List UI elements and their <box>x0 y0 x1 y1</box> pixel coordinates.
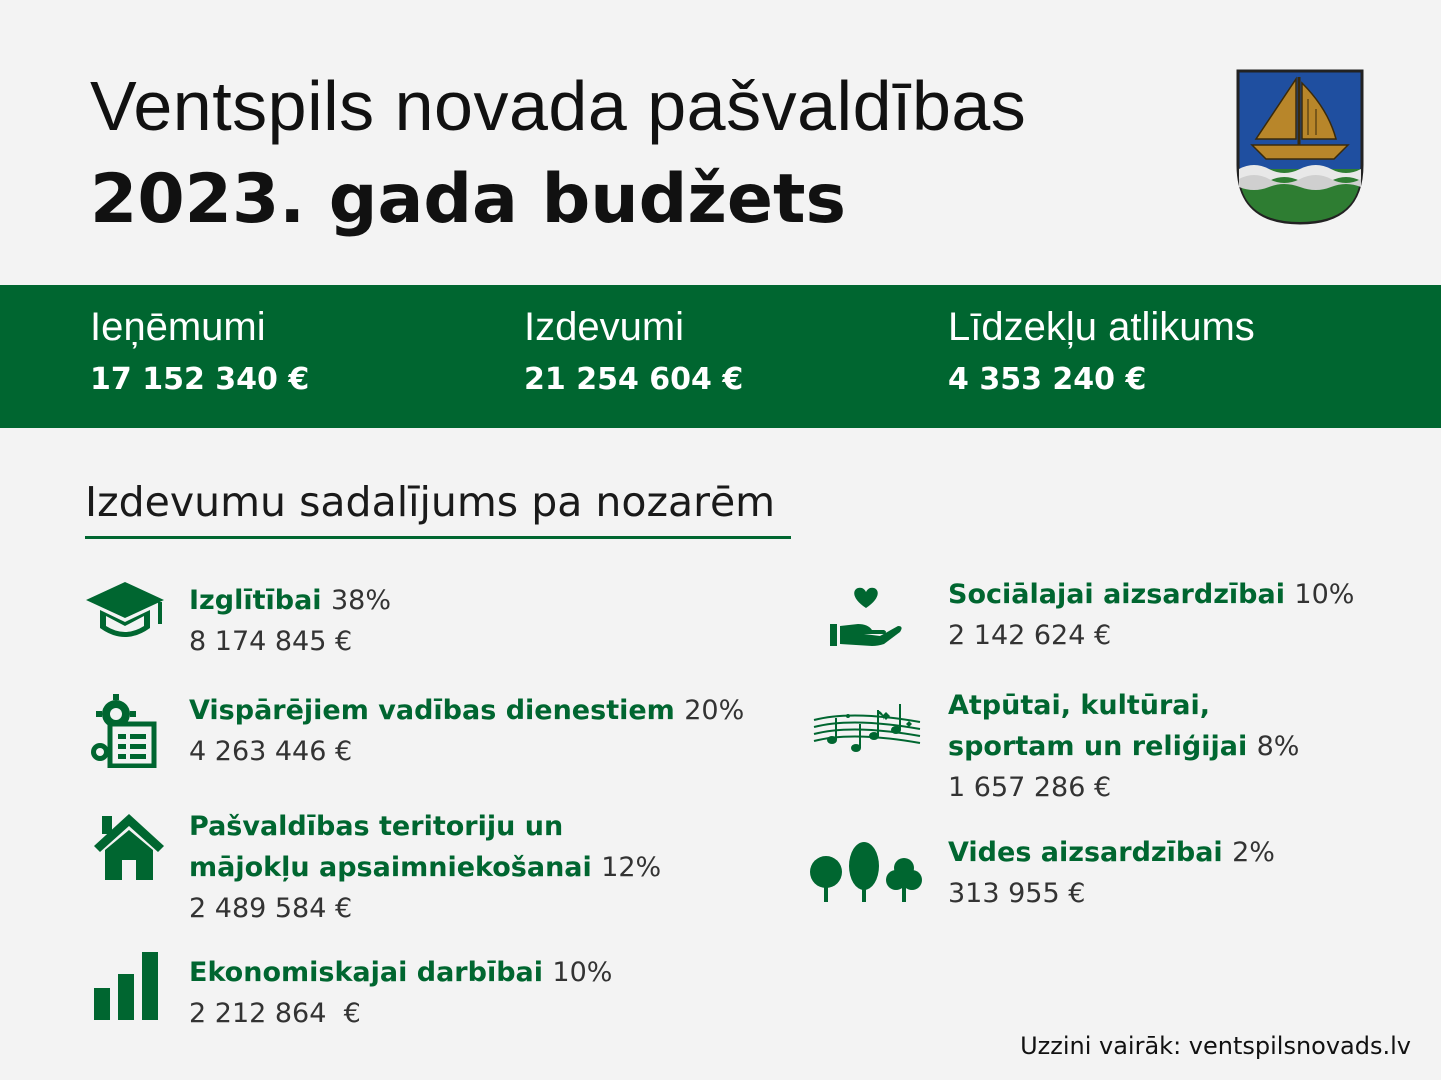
music-notes-icon <box>812 700 922 756</box>
footer-link[interactable]: Uzzini vairāk: ventspilsnovads.lv <box>1020 1032 1411 1060</box>
hand-heart-icon <box>828 586 904 648</box>
summary-band <box>0 285 1441 428</box>
category-culture <box>948 685 1299 808</box>
category-name-line2: sportam un reliģijai <box>948 731 1248 762</box>
title-line-2: 2023. gada budžets <box>90 160 847 239</box>
category-amount: 2 142 624 € <box>948 620 1112 651</box>
category-amount: 8 174 845 € <box>189 626 353 657</box>
category-amount: 2 489 584 € <box>189 893 353 924</box>
category-percent: 2% <box>1232 837 1275 868</box>
category-environment <box>948 832 1275 914</box>
category-name: Pašvaldības teritoriju un <box>189 811 564 842</box>
category-percent: 10% <box>552 957 613 988</box>
category-percent: 8% <box>1256 731 1300 762</box>
gear-document-icon <box>88 692 160 768</box>
category-name: Vispārējiem vadības dienestiem <box>189 695 675 726</box>
category-percent: 10% <box>1294 579 1355 610</box>
category-name-line2: mājokļu apsaimniekošanai <box>189 852 592 883</box>
category-amount: 1 657 286 € <box>948 772 1112 803</box>
section-title: Izdevumu sadalījums pa nozarēm <box>85 478 776 526</box>
category-administration <box>189 690 744 772</box>
stat-balance <box>948 305 1255 397</box>
graduation-cap-icon <box>84 580 166 646</box>
stat-value: 17 152 340 € <box>90 362 310 397</box>
stat-value: 21 254 604 € <box>524 362 744 397</box>
category-name: Vides aizsardzībai <box>948 837 1223 868</box>
category-name: Sociālajai aizsardzībai <box>948 579 1285 610</box>
trees-icon <box>808 840 924 904</box>
category-amount: 313 955 € <box>948 878 1086 909</box>
category-amount: 2 212 864 € <box>189 998 361 1029</box>
stat-revenue <box>90 305 309 397</box>
house-icon <box>92 812 166 882</box>
stat-expenses <box>524 305 743 397</box>
category-economy <box>189 952 612 1034</box>
category-name: Ekonomiskajai darbībai <box>189 957 544 988</box>
category-amount: 4 263 446 € <box>189 736 353 767</box>
stat-label: Ieņēmumi <box>90 305 266 349</box>
category-percent: 12% <box>601 852 662 883</box>
category-housing <box>189 806 661 929</box>
category-percent: 38% <box>330 585 391 616</box>
bar-chart-icon <box>94 952 160 1020</box>
category-name: Atpūtai, kultūrai, <box>948 690 1210 721</box>
stat-value: 4 353 240 € <box>948 362 1147 397</box>
title-line-1: Ventspils novada pašvaldības <box>90 67 1027 145</box>
stat-label: Līdzekļu atlikums <box>948 305 1255 349</box>
stat-label: Izdevumi <box>524 305 685 349</box>
category-name: Izglītībai <box>189 585 322 616</box>
category-social <box>948 574 1354 656</box>
category-percent: 20% <box>684 695 745 726</box>
coat-of-arms-icon <box>1236 69 1364 225</box>
category-education <box>189 580 391 662</box>
section-underline <box>85 536 791 539</box>
